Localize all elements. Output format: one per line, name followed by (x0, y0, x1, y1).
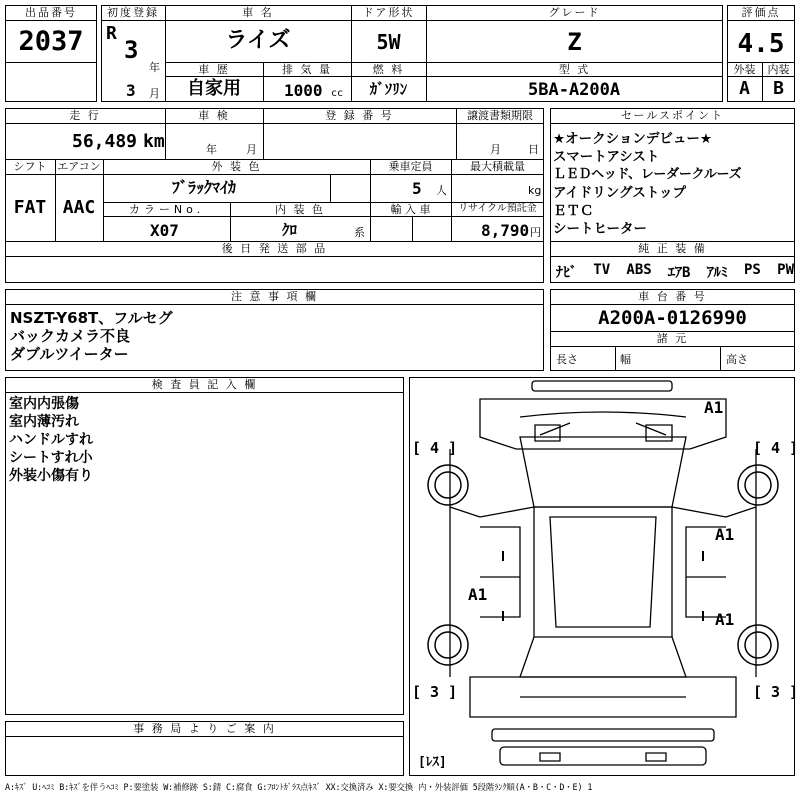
year-unit: 年 (149, 61, 162, 74)
chassis-label: 車 台 番 号 (638, 290, 707, 303)
color-no-label: カラーNo. (128, 203, 205, 216)
first-reg-label: 初度登録 (107, 6, 159, 19)
inspector-label: 検 査 員 記 入 欄 (151, 378, 258, 391)
selling-point: シートヒーター (553, 221, 647, 237)
color-no: X07 (150, 221, 179, 240)
shift: FAT (13, 197, 47, 218)
equipment-item: PS (744, 262, 761, 278)
damage-mark: A1 (468, 585, 488, 604)
displacement: 1000 (284, 81, 323, 100)
score-label: 評価点 (741, 6, 781, 19)
tire-depth-fl: [ 4 ] (412, 439, 458, 457)
transfer-day: 日 (528, 143, 541, 156)
divider (727, 76, 795, 77)
legend: A:ｷｽﾞ U:ﾍｺﾐ B:ｷｽﾞを伴うﾍｺﾐ P:要塗装 W:補修跡 S:錆 C:腐食 G:ﾌﾛﾝﾄｶﾞﾗｽ点ｷｽﾞ XX:交換済み X:要交換 内・外装評価 5段階ﾗﾝｸ順(A・B・C・D・E) 1 (5, 782, 593, 792)
selling-point: アイドリングストップ (553, 185, 686, 201)
inspection-label: 車 検 (198, 109, 230, 122)
divider (720, 346, 721, 371)
damage-mark: A1 (715, 525, 735, 544)
lot-number: 2037 (18, 26, 84, 57)
equipment-item: ｴｱB (668, 265, 691, 281)
inspection-year-unit: 年 (206, 143, 219, 156)
int-color: ｸﾛ (282, 221, 298, 239)
ac-label: エアコン (57, 160, 101, 173)
displacement-unit: cc (331, 88, 344, 99)
ac: AAC (62, 197, 96, 218)
divider (165, 76, 723, 77)
displacement-label: 排 気 量 (282, 63, 332, 76)
equipment-item: ABS (626, 262, 652, 278)
inspector-note: 外装小傷有り (9, 468, 93, 484)
divider (165, 62, 723, 63)
divider (101, 20, 723, 21)
color: ﾌﾞﾗｯｸﾏｲｶ (172, 178, 237, 197)
divider (5, 736, 404, 737)
divider (412, 216, 413, 241)
later-parts-label: 後 日 発 送 部 品 (221, 242, 328, 255)
lot-label: 出品番号 (25, 6, 77, 19)
divider (727, 20, 795, 21)
divider (5, 62, 97, 63)
divider (103, 216, 544, 217)
capacity-unit: 人 (436, 184, 449, 197)
inspector-note: ハンドルすれ (9, 432, 93, 448)
int-color-unit: 系 (354, 226, 365, 239)
divider (5, 123, 544, 124)
recycle-label: リサイクル預託金 (458, 203, 537, 214)
selling-points-label: セールスポイント (620, 109, 724, 122)
inspector-notes (9, 395, 93, 485)
divider (5, 304, 544, 305)
tire-depth-rr: [ 3 ] (753, 683, 799, 701)
note-item: NSZT-Y68T、フルセグ (10, 309, 173, 327)
divider (550, 123, 795, 124)
equipment-label: 純 正 装 備 (638, 242, 707, 255)
equipment-list (556, 262, 794, 282)
office-label: 事 務 局 よ り ご 案 内 (133, 722, 276, 735)
color-label: 外 装 色 (211, 160, 262, 173)
fuel: ｶﾞｿﾘﾝ (369, 80, 408, 98)
car-name-label: 車 名 (242, 6, 274, 19)
chassis-number: A200A-0126990 (598, 307, 747, 329)
divider (5, 392, 404, 393)
car-name: ライズ (225, 28, 291, 53)
reg-month: 3 (126, 81, 136, 100)
divider (5, 20, 97, 21)
model-label: 型 式 (558, 63, 591, 76)
mileage-label: 走 行 (69, 109, 101, 122)
divider (550, 256, 795, 257)
divider (615, 346, 616, 371)
history: 自家用 (187, 78, 241, 99)
notes-list (10, 309, 173, 363)
damage-mark: A1 (704, 398, 724, 417)
capacity: 5 (412, 179, 422, 198)
length-label: 長さ (556, 353, 578, 366)
equipment-item: PW (777, 262, 794, 278)
grade-label: グレード (548, 6, 601, 19)
height-label: 高さ (726, 353, 748, 366)
divider (5, 256, 544, 257)
equipment-item: ﾅﾋﾞ (556, 265, 577, 281)
recycle-deposit: 8,790 (481, 221, 530, 240)
inspector-note: 室内薄汚れ (9, 414, 79, 430)
load-label: 最大積載量 (470, 160, 525, 173)
era: R (106, 23, 117, 44)
interior-grade: B (773, 78, 784, 99)
car-diagram (410, 377, 799, 776)
exterior-grade: A (739, 78, 750, 99)
transfer-month: 月 (490, 143, 503, 156)
spare-tire: [ﾚｽ] (418, 755, 447, 770)
note-item: バックカメラ不良 (10, 327, 131, 345)
equipment-item: TV (593, 262, 611, 278)
divider (550, 304, 795, 305)
score: 4.5 (737, 29, 785, 59)
equipment-item: ｱﾙﾐ (706, 265, 728, 281)
note-item: ダブルツイーター (10, 345, 129, 363)
fuel-label: 燃 料 (372, 63, 405, 76)
model-code: 5BA-A200A (528, 80, 621, 100)
int-color-label: 内 装 色 (275, 203, 325, 216)
notes-label: 注 意 事 項 欄 (231, 290, 318, 303)
selling-point: ★オークションデビュー★ (553, 131, 712, 147)
recycle-unit: 円 (530, 226, 541, 239)
width-label: 幅 (620, 353, 631, 366)
spec-label: 諸 元 (656, 332, 689, 345)
history-label: 車 歴 (198, 63, 230, 76)
inspector-note: シートすれ小 (9, 450, 93, 466)
plate-label: 登 録 番 号 (325, 109, 394, 122)
mileage-unit: km (143, 131, 165, 152)
mileage: 56,489 (72, 131, 138, 152)
transfer-label: 譲渡書類期限 (467, 109, 533, 122)
import-label: 輸 入 車 (390, 203, 431, 216)
divider (5, 174, 544, 175)
divider (330, 174, 331, 202)
inspector-note: 室内内張傷 (9, 396, 79, 412)
door-type: 5W (376, 30, 401, 54)
inspection-month-unit: 月 (246, 143, 259, 156)
divider (550, 346, 795, 347)
reg-year: 3 (124, 36, 139, 64)
damage-mark: A1 (715, 610, 735, 629)
interior-label: 内装 (767, 63, 790, 76)
month-unit: 月 (149, 87, 162, 100)
capacity-label: 乗車定員 (388, 160, 433, 173)
selling-point: スマートアシスト (553, 149, 660, 165)
tire-depth-rl: [ 3 ] (412, 683, 458, 701)
load-unit: kg (528, 184, 542, 197)
selling-points-list (553, 130, 793, 238)
exterior-label: 外装 (733, 63, 756, 76)
door-label: ドア形状 (362, 6, 415, 19)
selling-point: ＥＴＣ (553, 203, 594, 219)
grade: Z (567, 28, 582, 56)
selling-point: ＬＥＤヘッド、レーダークルーズ (553, 167, 742, 182)
shift-label: シフト (13, 160, 47, 173)
tire-depth-fr: [ 4 ] (753, 439, 799, 457)
